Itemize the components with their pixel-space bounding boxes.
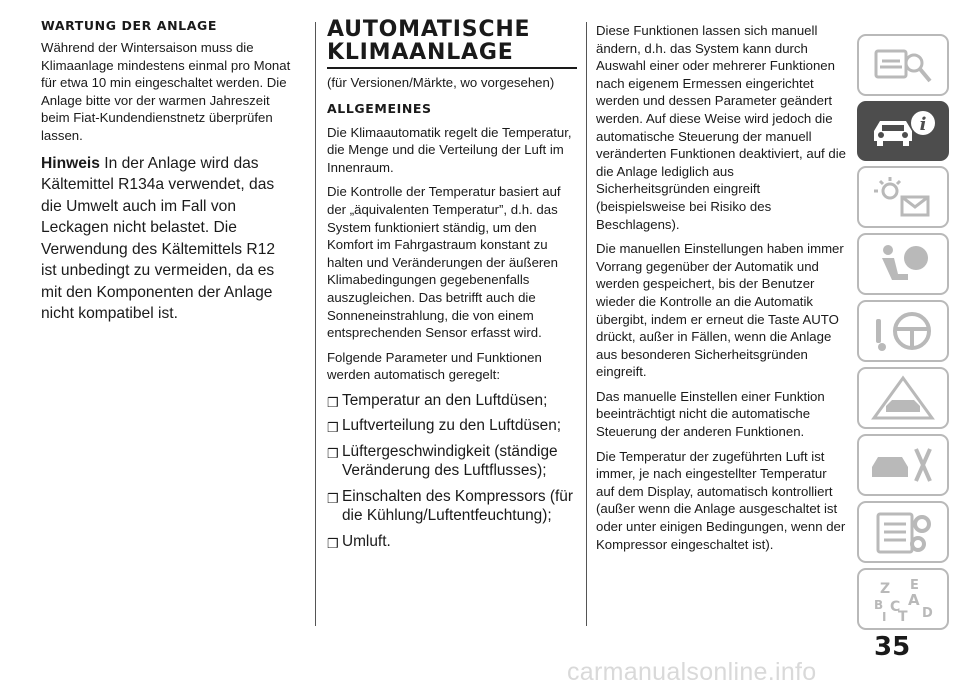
index-letter: C — [890, 599, 901, 615]
car-warning-triangle-icon — [868, 374, 938, 422]
car-search-icon — [868, 41, 938, 89]
index-letter: Z — [880, 581, 891, 597]
index-letter: I — [882, 610, 887, 623]
column-divider-2 — [586, 22, 587, 626]
car-info-icon — [868, 107, 938, 155]
column-divider-1 — [315, 22, 316, 626]
index-letter: D — [922, 606, 933, 621]
steering-wheel-icon — [868, 307, 938, 355]
list-item: ❒ Einschalten des Kompressors (für die Kühlung/Luftentfeuchtung); — [327, 487, 573, 525]
car-tools-icon — [868, 441, 938, 489]
note-block — [41, 153, 291, 325]
paragraph-4: Die Temperatur der zugeführten Luft ist immer, je nach eingestellter Temperatur auf dem Display, automatisch kontrolliert (außer wenn die Anlage ausgeschaltet ist oder unter einigen Bedingungen, wenn der Kompressor eingeschaltet ist). — [596, 448, 846, 552]
section-heading-allgemeines: ALLGEMEINES — [327, 100, 432, 116]
index-letters-icon — [868, 575, 938, 623]
note-text: In der Anlage wird das Kältemittel R134a verwendet, das die Umwelt auch im Fall von Leckagen nicht belastet. Die Verwendung des Kältemittels R12 ist unbedingt zu vermeiden, da es mit den Komponenten der Anlage nicht kompatibel ist. — [41, 154, 276, 323]
tab-maintenance[interactable] — [857, 434, 949, 496]
tab-car-search[interactable] — [857, 34, 949, 96]
index-letter: T — [898, 609, 908, 623]
chapter-tabs — [857, 34, 949, 635]
checkbox-bullet-icon: ❒ — [327, 394, 339, 410]
column-left — [41, 18, 291, 325]
tab-car-info[interactable] — [857, 101, 949, 161]
tab-index[interactable] — [857, 568, 949, 630]
svg-text:i: i — [919, 114, 927, 135]
page-subtitle: (für Versionen/Märkte, wo vorgesehen) — [327, 75, 555, 90]
page-title-line2: KLIMAANLAGE — [327, 40, 514, 65]
paragraph-2: Die Kontrolle der Temperatur basiert auf der „äquivalenten Temperatur”, d.h. das System funktioniert ständig, um den Komfort im Fahrgastraum konstant zu halten und Veränderungen der äußeren Klimabedingungen gegebenenfalls auszugleichen. Das betrifft auch die Sonneneinstrahlung, die von einem entsprechenden Sensor erfasst wird. — [327, 184, 561, 341]
paragraph-3: Das manuelle Einstellen einer Funktion beeinträchtigt nicht die automatische Steuerung der anderen Funktionen. — [596, 388, 825, 440]
function-list — [327, 391, 577, 552]
paragraph-wartung: Während der Wintersaison muss die Klimaanlage mindestens einmal pro Monat für etwa 10 min eingeschaltet werden. Die Anlage bitte vor der warmen Jahreszeit beim Fiat-Kundendienstnetz überprüfen lassen. — [41, 40, 291, 143]
checkbox-bullet-icon: ❒ — [327, 490, 339, 506]
paragraph-1: Diese Funktionen lassen sich manuell ändern, d.h. das System kann durch Auswahl einer oder mehrerer Funktionen nach eigenem Ermessen eingerichtet werden und dessen Parameter geändert werden. Auf diese Weise wird jedoch die automatische Steuerung der manuell veränderten Funktionen deaktiviert, auf die die Anlage lediglich aus Sicherheitsgründen eingreift (beispielsweise bei Risiko des Beschlagens). — [596, 23, 846, 232]
technical-data-icon — [868, 508, 938, 556]
warning-lights-icon — [868, 173, 938, 221]
watermark: carmanualsonline.info — [567, 658, 817, 686]
paragraph-2: Die manuellen Einstellungen haben immer Vorrang gegenüber der Automatik und werden gespeichert, bis der Benutzer wieder die Kontrolle an die Automatik übergibt, indem er erneut die Taste AUTO drückt, außer in Fällen, wenn die Anlage aus besonderen Sicherheitsgründen eingreift. — [596, 241, 844, 380]
column-right — [596, 22, 846, 560]
list-item: ❒ Temperatur an den Luftdüsen; — [327, 391, 577, 411]
airbag-passenger-icon — [868, 240, 938, 288]
paragraph-3: Folgende Parameter und Funktionen werden automatisch geregelt: — [327, 349, 542, 383]
tab-technical-data[interactable] — [857, 501, 949, 563]
index-letter: B — [874, 598, 884, 612]
page-number: 35 — [874, 632, 911, 662]
checkbox-bullet-icon: ❒ — [327, 535, 339, 551]
note-label: Hinweis — [41, 154, 100, 172]
index-letter: A — [908, 591, 920, 609]
list-item: ❒ Lüftergeschwindigkeit (ständige Veränderung des Luftflusses); — [327, 442, 558, 480]
section-heading-wartung: WARTUNG DER ANLAGE — [41, 18, 217, 33]
tab-airbag[interactable] — [857, 233, 949, 295]
column-middle — [327, 18, 577, 557]
index-letter: E — [910, 578, 919, 593]
tab-warning-lights[interactable] — [857, 166, 949, 228]
checkbox-bullet-icon: ❒ — [327, 445, 339, 461]
checkbox-bullet-icon: ❒ — [327, 420, 339, 436]
list-item: ❒ Umluft. — [327, 532, 577, 552]
paragraph-1: Die Klimaautomatik regelt die Temperatur, die Menge und die Verteilung der Luft im Innenraum. — [327, 124, 572, 175]
title-underline — [327, 67, 577, 69]
list-item: ❒ Luftverteilung zu den Luftdüsen; — [327, 416, 577, 436]
tab-emergency[interactable] — [857, 367, 949, 429]
page-title-line1: AUTOMATISCHE — [327, 17, 531, 42]
tab-steering[interactable] — [857, 300, 949, 362]
